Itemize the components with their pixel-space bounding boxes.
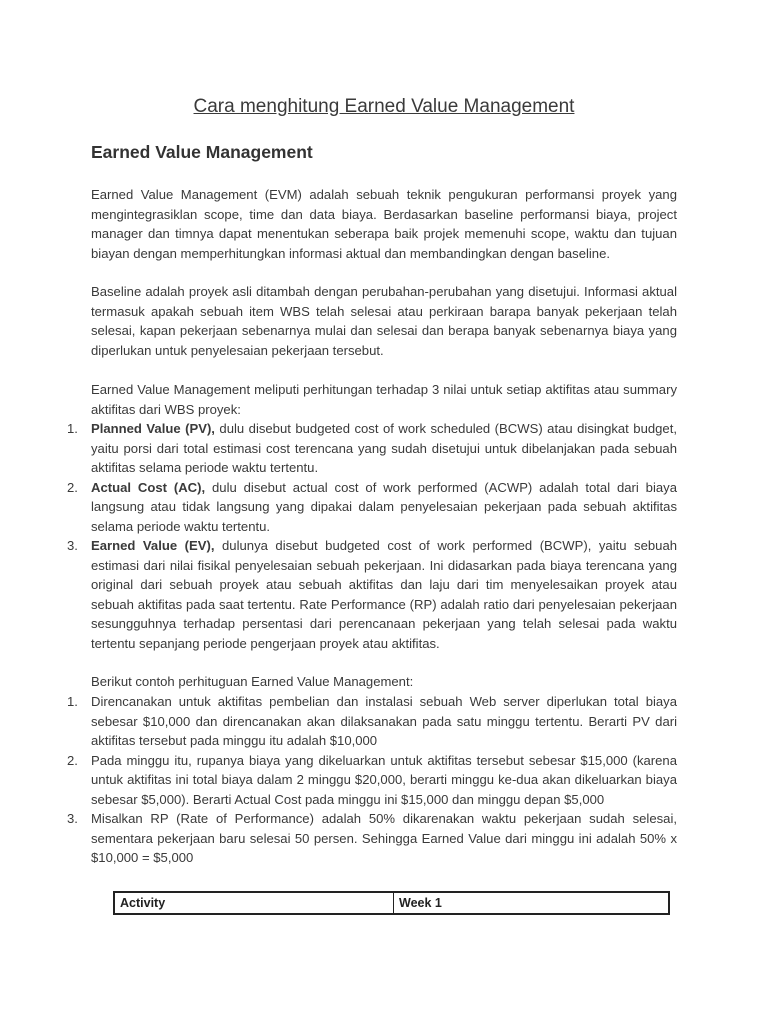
table-header-week1: Week 1 <box>394 892 670 914</box>
example-list <box>67 692 677 868</box>
table-header-row <box>114 892 669 914</box>
list-number: 1. <box>67 694 78 709</box>
list-text: dulunya disebut budgeted cost of work performed (BCWP), yaitu sebuah estimasi dari nilai fisikal penyelesaian sebuah pekerjaan. Ini didasarkan pada biaya terencana yang original dari sebuah proyek atau sebuah aktifitas dan laju dari tim menyelesaikan proyek atau sebuah aktifitas pada saat tertentu. Rate Performance (RP) adalah ratio dari penyelesaian pekerjaan sesungguhnya terhadap persentasi dari perencanaan pekerjaan yang telah selesai pada waktu tertentu sepanjang periode pengerjaan proyek atau aktifitas. <box>91 538 678 651</box>
list-number: 3. <box>67 811 78 826</box>
table-header-activity: Activity <box>114 892 394 914</box>
example-item <box>67 751 677 810</box>
list-text: Misalkan RP (Rate of Performance) adalah 50% dikarenakan waktu pekerjaan sudah selesai, sementara pekerjaan baru selesai 50 persen. Sehingga Earned Value dari minggu ini adalah 50% x $10,000 = $5,000 <box>91 811 677 865</box>
list-number: 2. <box>67 752 78 768</box>
list-term: Actual Cost (AC), <box>91 479 206 495</box>
activity-table <box>113 891 670 915</box>
list-term: Earned Value (EV), <box>91 538 215 553</box>
section-heading: Earned Value Management <box>91 142 313 162</box>
list-number: 1. <box>67 421 78 436</box>
document-title: Cara menghitung Earned Value Management <box>193 96 575 117</box>
list-text: Pada minggu itu, rupanya biaya yang dikeluarkan untuk aktifitas tersebut sebesar $15,000 (karena untuk aktifitas ini total biaya dalam 2 minggu $20,000, berarti minggu ke-dua akan dikeluarkan biaya sebesar $5,000). Berarti Actual Cost pada minggu ini $15,000 dan minggu depan $5,000 <box>91 752 677 807</box>
example-item <box>67 809 677 868</box>
list-item-ac <box>67 478 677 537</box>
paragraph-example-intro: Berikut contoh perhituguan Earned Value Management: <box>91 674 414 689</box>
paragraph-evm-definition: Earned Value Management (EVM) adalah sebuah teknik pengukuran performansi proyek yang mengintegrasiklan scope, time dan data biaya. Berdasarkan baseline performansi biaya, project manager dan timnya dapat menentukan seberapa baik projek memenuhi scope, waktu dan tujuan biayan dengan memperhitungkan informasi aktual dan membandingkan dengan baseline. <box>91 187 677 261</box>
list-text: dulu disebut actual cost of work performed (ACWP) adalah total dari biaya langsung atau tidak langsung yang dipakai dalam penyelesaian pekerjaan pada sebuah aktifitas selama periode waktu tertentu. <box>91 479 677 534</box>
example-item <box>67 692 677 751</box>
list-item-ev <box>67 536 678 653</box>
list-text: dulu disebut budgeted cost of work scheduled (BCWS) atau disingkat budget, yaitu porsi dari total estimasi cost terencana yang sudah disetujui untuk dibelanjakan pada sebuah aktifitas selama periode waktu tertentu. <box>91 421 677 475</box>
list-number: 3. <box>67 538 78 553</box>
list-item-pv <box>67 419 677 478</box>
paragraph-baseline: Baseline adalah proyek asli ditambah dengan perubahan-perubahan yang disetujui. Informasi aktual termasuk apakah sebuah item WBS telah selesai atau perkiraan barapa banyak pekerjaan telah selesai, kapan pekerjaan sebenarnya mulai dan selesai dan berapa banyak sebenarnya biaya yang diperlukan untuk penyelesaian pekerjaan tersebut. <box>91 284 677 358</box>
list-text: Direncanakan untuk aktifitas pembelian dan instalasi sebuah Web server diperlukan total biaya sebesar $10,000 dan direncanakan akan dilaksanakan pada satu minggu tertentu. Berarti PV dari aktifitas tersebut pada minggu itu adalah $10,000 <box>91 694 677 748</box>
list-number: 2. <box>67 479 78 495</box>
list-term: Planned Value (PV), <box>91 421 215 436</box>
paragraph-three-values-intro: Earned Value Management meliputi perhitungan terhadap 3 nilai untuk setiap aktifitas atau summary aktifitas dari WBS proyek: <box>91 382 677 417</box>
evm-values-list <box>67 419 678 653</box>
